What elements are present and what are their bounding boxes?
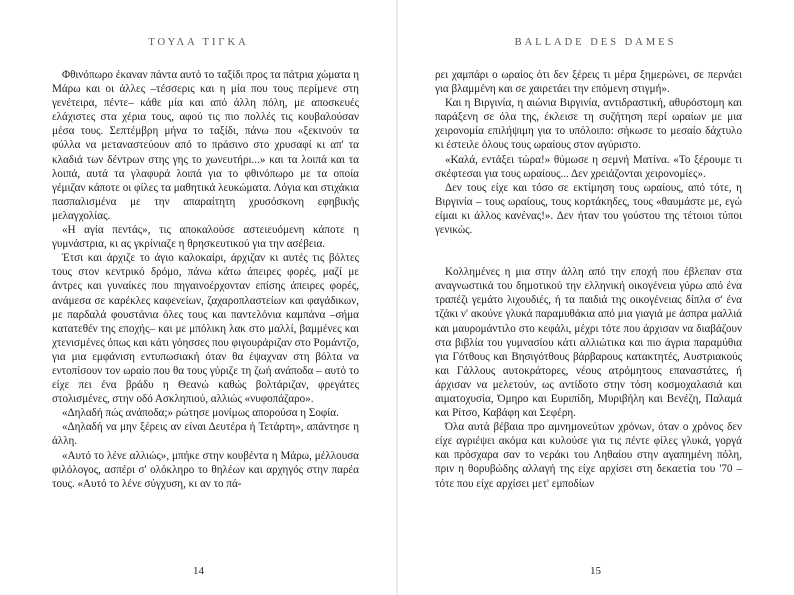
paragraph: ρει χαμπάρι ο ωραίος ότι δεν ξέρεις τι μέρα ξημερώνει, σε περνάει για βλαμμένη και σε χαιρετάει την επόμενη στιγμή».: [435, 69, 742, 96]
right-page: [397, 0, 794, 595]
paragraph: Κολλημένες η μια στην άλλη από την εποχή που έβλεπαν στα αναγνωστικά του δημοτικού την ελληνική οικογένεια γύρω από ένα τραπέζι γεμάτο λιχουδιές, ή τα παιδιά της οικογένειας δίπλα σ' ένα τζάκι ν' ακούνε γλυκά παραμυθάκια από μια γιαγιά με άσπρα μαλλιά και μαυρομάντιλο στο κεφάλι, μέχρι τότε που άρχισαν να διαβάζουν στα βιβλία του γυμνασίου κάτι αλλιώτικα και πιο άγρια παραμύθια για Γότθους και Βησιγότθους βάρβαρους κατακτητές, Αυστριακούς και Γάλλους αυτοκράτορες, νέους ατρόμητους επαναστάτες, ή άρχισαν να μελετούν, ως αντίδοτο στην τόση κοσμοχαλασιά και αιματοχυσία, Όμηρο και Ευριπίδη, Μυριβήλη και Βενέζη, Παλαμά και Ρίτσο, Καβάφη και Σεφέρη.: [435, 266, 742, 420]
paragraph: Φθινόπωρο έκαναν πάντα αυτό το ταξίδι προς τα πάτρια χώματα η Μάρω και οι άλλες –τέσσερις και η μία που τους περίμενε στη γενέτειρα, πέντε– κάθε μία και από άλλη πόλη, με αποσκευές ελάχιστες στα χέρια τους, αφού τις πιο πολλές τις κουβαλούσαν μέσα τους. Σεπτέμβρη μήνα το ταξίδι, πάνω που «ξεκινούν τα φύλλα να μεταναστεύουν από το πράσινο στο χρυσαφί κι απ' τα κλαδιά των δέντρων στης γης το χωνευτήρι...» και τα λοιπά και τα λοιπά, αυτά τα γλαφυρά λοιπά για το φθινόπωρο με τα οποία γέμιζαν κάποτε οι φίλες τα μαθητικά λευκώματα. Λόγια και στιχάκια πασπαλισμένα με την απαραίτητη χρυσόσκονη εφηβικής μελαγχολίας.: [52, 69, 359, 222]
page-number-left: 14: [193, 565, 204, 577]
paragraph: «Δηλαδή πώς ανάποδα;» ρώτησε μονίμως απορούσα η Σοφία.: [62, 407, 339, 420]
page-number-right: 15: [590, 565, 601, 577]
paragraph: «Δηλαδή να μην ξέρεις αν είναι Δευτέρα ή Τετάρτη», απάντησε η άλλη.: [52, 421, 359, 448]
paragraph: Έτσι και άρχιζε το άγιο καλοκαίρι, άρχιζαν κι αυτές τις βόλτες τους στον κεντρικό δρόμο, πάνω κάτω άπειρες φορές, μαζί με άντρες και γυναίκες που πηγαινοέρχονταν επίσης άπειρες φορές, ανάμεσα σε καρέκλες καφενείων, ζαχαροπλαστείων και φαγάδικων, με παρδαλά φουστάνια όλες τους και παντελόνια καμπάνα –σήμα κατατεθέν της εποχής– και με μπόλικη λακ στο μαλλί, βαμμένες και χτενισμένες όπως και κάτι γόησσες που φιγουράριζαν στο Ρομάντζο, για μια εμφάνιση εντυπωσιακή όταν θα έψαχναν στη βόλτα να εντοπίσουν τον ωραίο που θα τους γύριζε τη ζωή ανάποδα – αυτό το είχε πει ένα βράδυ η Θεανώ καθώς βολτάριζαν, φρεγάτες στολισμένες, στην οδό Ασκληπιού, αλλιώς «νυφοπάζαρο».: [52, 252, 359, 406]
running-head-title: BALLADE DES DAMES: [514, 37, 677, 48]
left-page-text: [52, 68, 359, 491]
paragraph: Δεν τους είχε και τόσο σε εκτίμηση τους ωραίους, από τότε, η Βιργινία – τους ωραίους, τους κορτάκηδες, τους «θαυμάστε με, εγώ είμαι κι άλλος κανένας!». Δεν ήταν του γούστου της τέτοιοι τύποι γενικώς.: [435, 181, 742, 237]
paragraph: «Καλά, εντάξει τώρα!» θύμωσε η σεμνή Ματίνα. «Το ξέρουμε τι σκέφτεσαι για τους ωραίους... Δεν χρειάζονται χειρονομίες».: [435, 153, 742, 180]
paragraph: «Η αγία πεντάς», τις αποκαλούσε αστειευόμενη κάποτε η γυμνάστρια, κι ας γκρίνιαζε η θρησκευτικού για την ασέβεια.: [52, 224, 359, 251]
paragraph: Όλα αυτά βέβαια προ αμνημονεύτων χρόνων, όταν ο χρόνος δεν είχε αγριέψει ακόμα και κυλούσε για τις πέντε φίλες γλυκά, γοργά και πρόσχαρα σαν το νεράκι του Ληθαίου στην αγαπημένη πόλη, πριν η θορυβώδης αλλαγή της είχε αρχίσει στη δεκαετία του '70 – τότε που είχε αρχίσει μετ' εμποδίων: [435, 421, 742, 490]
paragraph: Και η Βιργινία, η αιώνια Βιργινία, αντιδραστική, αθυρόστομη και παράξενη σε όλα της, έκλεισε τη συζήτηση περί ωραίων με μια χειρονομία επιλήψιμη για το υπόλοιπο: σήκωσε το μεσαίο δάχτυλο κι έστειλε όλους τους ωραίους στον αγύριστο.: [435, 97, 742, 152]
paragraph: «Αυτό το λένε αλλιώς», μπήκε στην κουβέντα η Μάρω, μέλλουσα φιλόλογος, ασπέρι σ' ολόκληρο το θηλέων και αρχηγός στην παρέα τους. «Αυτό το λένε σύγχυση, κι αν το πά-: [52, 449, 359, 490]
running-head-author: ΤΟΥΛΑ ΤΙΓΚΑ: [148, 37, 249, 48]
right-page-text: [435, 68, 742, 491]
